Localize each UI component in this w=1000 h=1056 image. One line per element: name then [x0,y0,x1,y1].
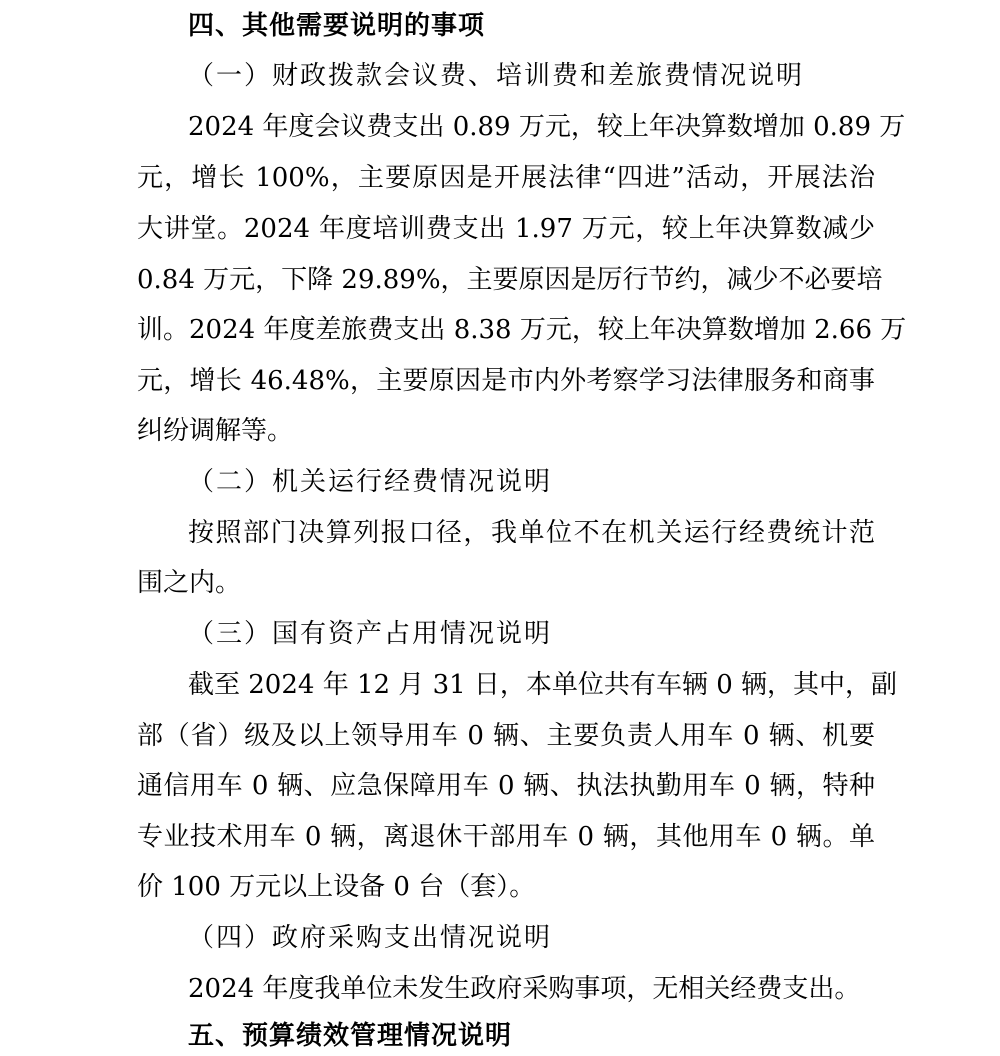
subsection-heading-2: （二）机关运行经费情况说明 [188,467,553,497]
paragraph-line: 围之内。 [137,568,242,598]
paragraph-line: 2024 年度会议费支出 0.89 万元，较上年决算数增加 0.89 万 [188,112,906,142]
paragraph-line: 专业技术用车 0 辆，离退休干部用车 0 辆，其他用车 0 辆。单 [137,822,875,852]
paragraph-line: 0.84 万元，下降 29.89%，主要原因是厉行节约，减少不必要培 [137,265,883,295]
paragraph-line: 大讲堂。2024 年度培训费支出 1.97 万元，较上年决算数减少 [137,214,875,244]
paragraph-line: 按照部门决算列报口径，我单位不在机关运行经费统计范 [188,518,875,548]
paragraph-line: 训。2024 年度差旅费支出 8.38 万元，较上年决算数增加 2.66 万 [137,315,907,345]
paragraph-line: 2024 年度我单位未发生政府采购事项，无相关经费支出。 [188,974,861,1004]
section-heading-4: 四、其他需要说明的事项 [188,11,486,41]
subsection-heading-1: （一）财政拨款会议费、培训费和差旅费情况说明 [188,61,805,91]
paragraph-line: 纠纷调解等。 [137,416,294,446]
subsection-heading-3: （三）国有资产占用情况说明 [188,619,553,649]
paragraph-line: 元，增长 100%，主要原因是开展法律“四进”活动，开展法治 [137,163,875,193]
section-heading-5: 五、预算绩效管理情况说明 [188,1021,513,1051]
paragraph-line: 截至 2024 年 12 月 31 日，本单位共有车辆 0 辆，其中，副 [188,670,897,700]
paragraph-line: 价 100 万元以上设备 0 台（套）。 [137,872,536,902]
subsection-heading-4: （四）政府采购支出情况说明 [188,923,553,953]
paragraph-line: 元，增长 46.48%，主要原因是市内外考察学习法律服务和商事 [137,366,875,396]
paragraph-line: 部（省）级及以上领导用车 0 辆、主要负责人用车 0 辆、机要 [137,721,875,751]
paragraph-line: 通信用车 0 辆、应急保障用车 0 辆、执法执勤用车 0 辆，特种 [137,771,875,801]
